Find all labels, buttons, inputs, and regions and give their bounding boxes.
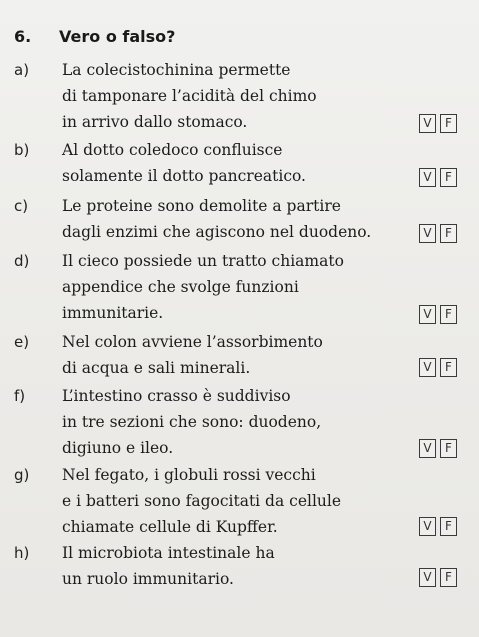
true-checkbox[interactable]: V: [419, 224, 436, 243]
true-false-choice: [419, 168, 457, 187]
true-checkbox[interactable]: V: [419, 439, 436, 458]
statement-text: [62, 383, 412, 461]
statement-letter: h): [14, 544, 30, 562]
statement-letter: d): [14, 252, 30, 270]
true-checkbox[interactable]: V: [419, 114, 436, 133]
false-checkbox[interactable]: F: [440, 114, 457, 133]
false-checkbox[interactable]: F: [440, 439, 457, 458]
statement-line: digiuno e ileo.: [62, 439, 174, 457]
false-checkbox[interactable]: F: [440, 568, 457, 587]
true-false-choice: [419, 568, 457, 587]
statement-letter: c): [14, 197, 29, 215]
statement-line: Al dotto coledoco confluisce: [62, 141, 283, 159]
true-checkbox[interactable]: V: [419, 358, 436, 377]
statement-line: e i batteri sono fagocitati da cellule: [62, 492, 342, 510]
statement-text: [62, 540, 412, 592]
statement-text: [62, 329, 412, 381]
statement-text: [62, 57, 412, 135]
statement-line: in arrivo dallo stomaco.: [62, 113, 248, 131]
true-false-choice: [419, 224, 457, 243]
statement-line: Il cieco possiede un tratto chiamato: [62, 252, 344, 270]
statement-line: immunitarie.: [62, 304, 164, 322]
true-false-choice: [419, 114, 457, 133]
statement-letter: g): [14, 466, 30, 484]
statement-text: [62, 193, 412, 245]
true-false-choice: [419, 358, 457, 377]
false-checkbox[interactable]: F: [440, 168, 457, 187]
statement-line: chiamate cellule di Kupffer.: [62, 518, 278, 536]
statement-line: Nel colon avviene l’assorbimento: [62, 333, 323, 351]
statement-line: di tamponare l’acidità del chimo: [62, 87, 317, 105]
true-false-choice: [419, 305, 457, 324]
statement-line: appendice che svolge funzioni: [62, 278, 299, 296]
statement-line: un ruolo immunitario.: [62, 570, 234, 588]
statement-line: L’intestino crasso è suddiviso: [62, 387, 291, 405]
statement-line: Nel fegato, i globuli rossi vecchi: [62, 466, 316, 484]
false-checkbox[interactable]: F: [440, 358, 457, 377]
statement-text: [62, 137, 412, 189]
false-checkbox[interactable]: F: [440, 224, 457, 243]
true-checkbox[interactable]: V: [419, 305, 436, 324]
true-checkbox[interactable]: V: [419, 517, 436, 536]
exercise-title: Vero o falso?: [59, 27, 176, 46]
statement-line: solamente il dotto pancreatico.: [62, 167, 306, 185]
false-checkbox[interactable]: F: [440, 517, 457, 536]
statement-text: [62, 248, 412, 326]
true-checkbox[interactable]: V: [419, 168, 436, 187]
statement-line: La colecistochinina permette: [62, 61, 291, 79]
true-false-choice: [419, 439, 457, 458]
statement-line: Le proteine sono demolite a partire: [62, 197, 341, 215]
statement-text: [62, 462, 412, 540]
statement-line: di acqua e sali minerali.: [62, 359, 251, 377]
statement-letter: a): [14, 61, 30, 79]
statement-line: dagli enzimi che agiscono nel duodeno.: [62, 223, 372, 241]
exercise-number: 6.: [14, 27, 32, 46]
statement-letter: b): [14, 141, 30, 159]
statement-line: in tre sezioni che sono: duodeno,: [62, 413, 322, 431]
statement-letter: e): [14, 333, 30, 351]
statement-letter: f): [14, 387, 26, 405]
false-checkbox[interactable]: F: [440, 305, 457, 324]
true-checkbox[interactable]: V: [419, 568, 436, 587]
exercise-header: [14, 27, 175, 46]
statement-line: Il microbiota intestinale ha: [62, 544, 275, 562]
true-false-choice: [419, 517, 457, 536]
